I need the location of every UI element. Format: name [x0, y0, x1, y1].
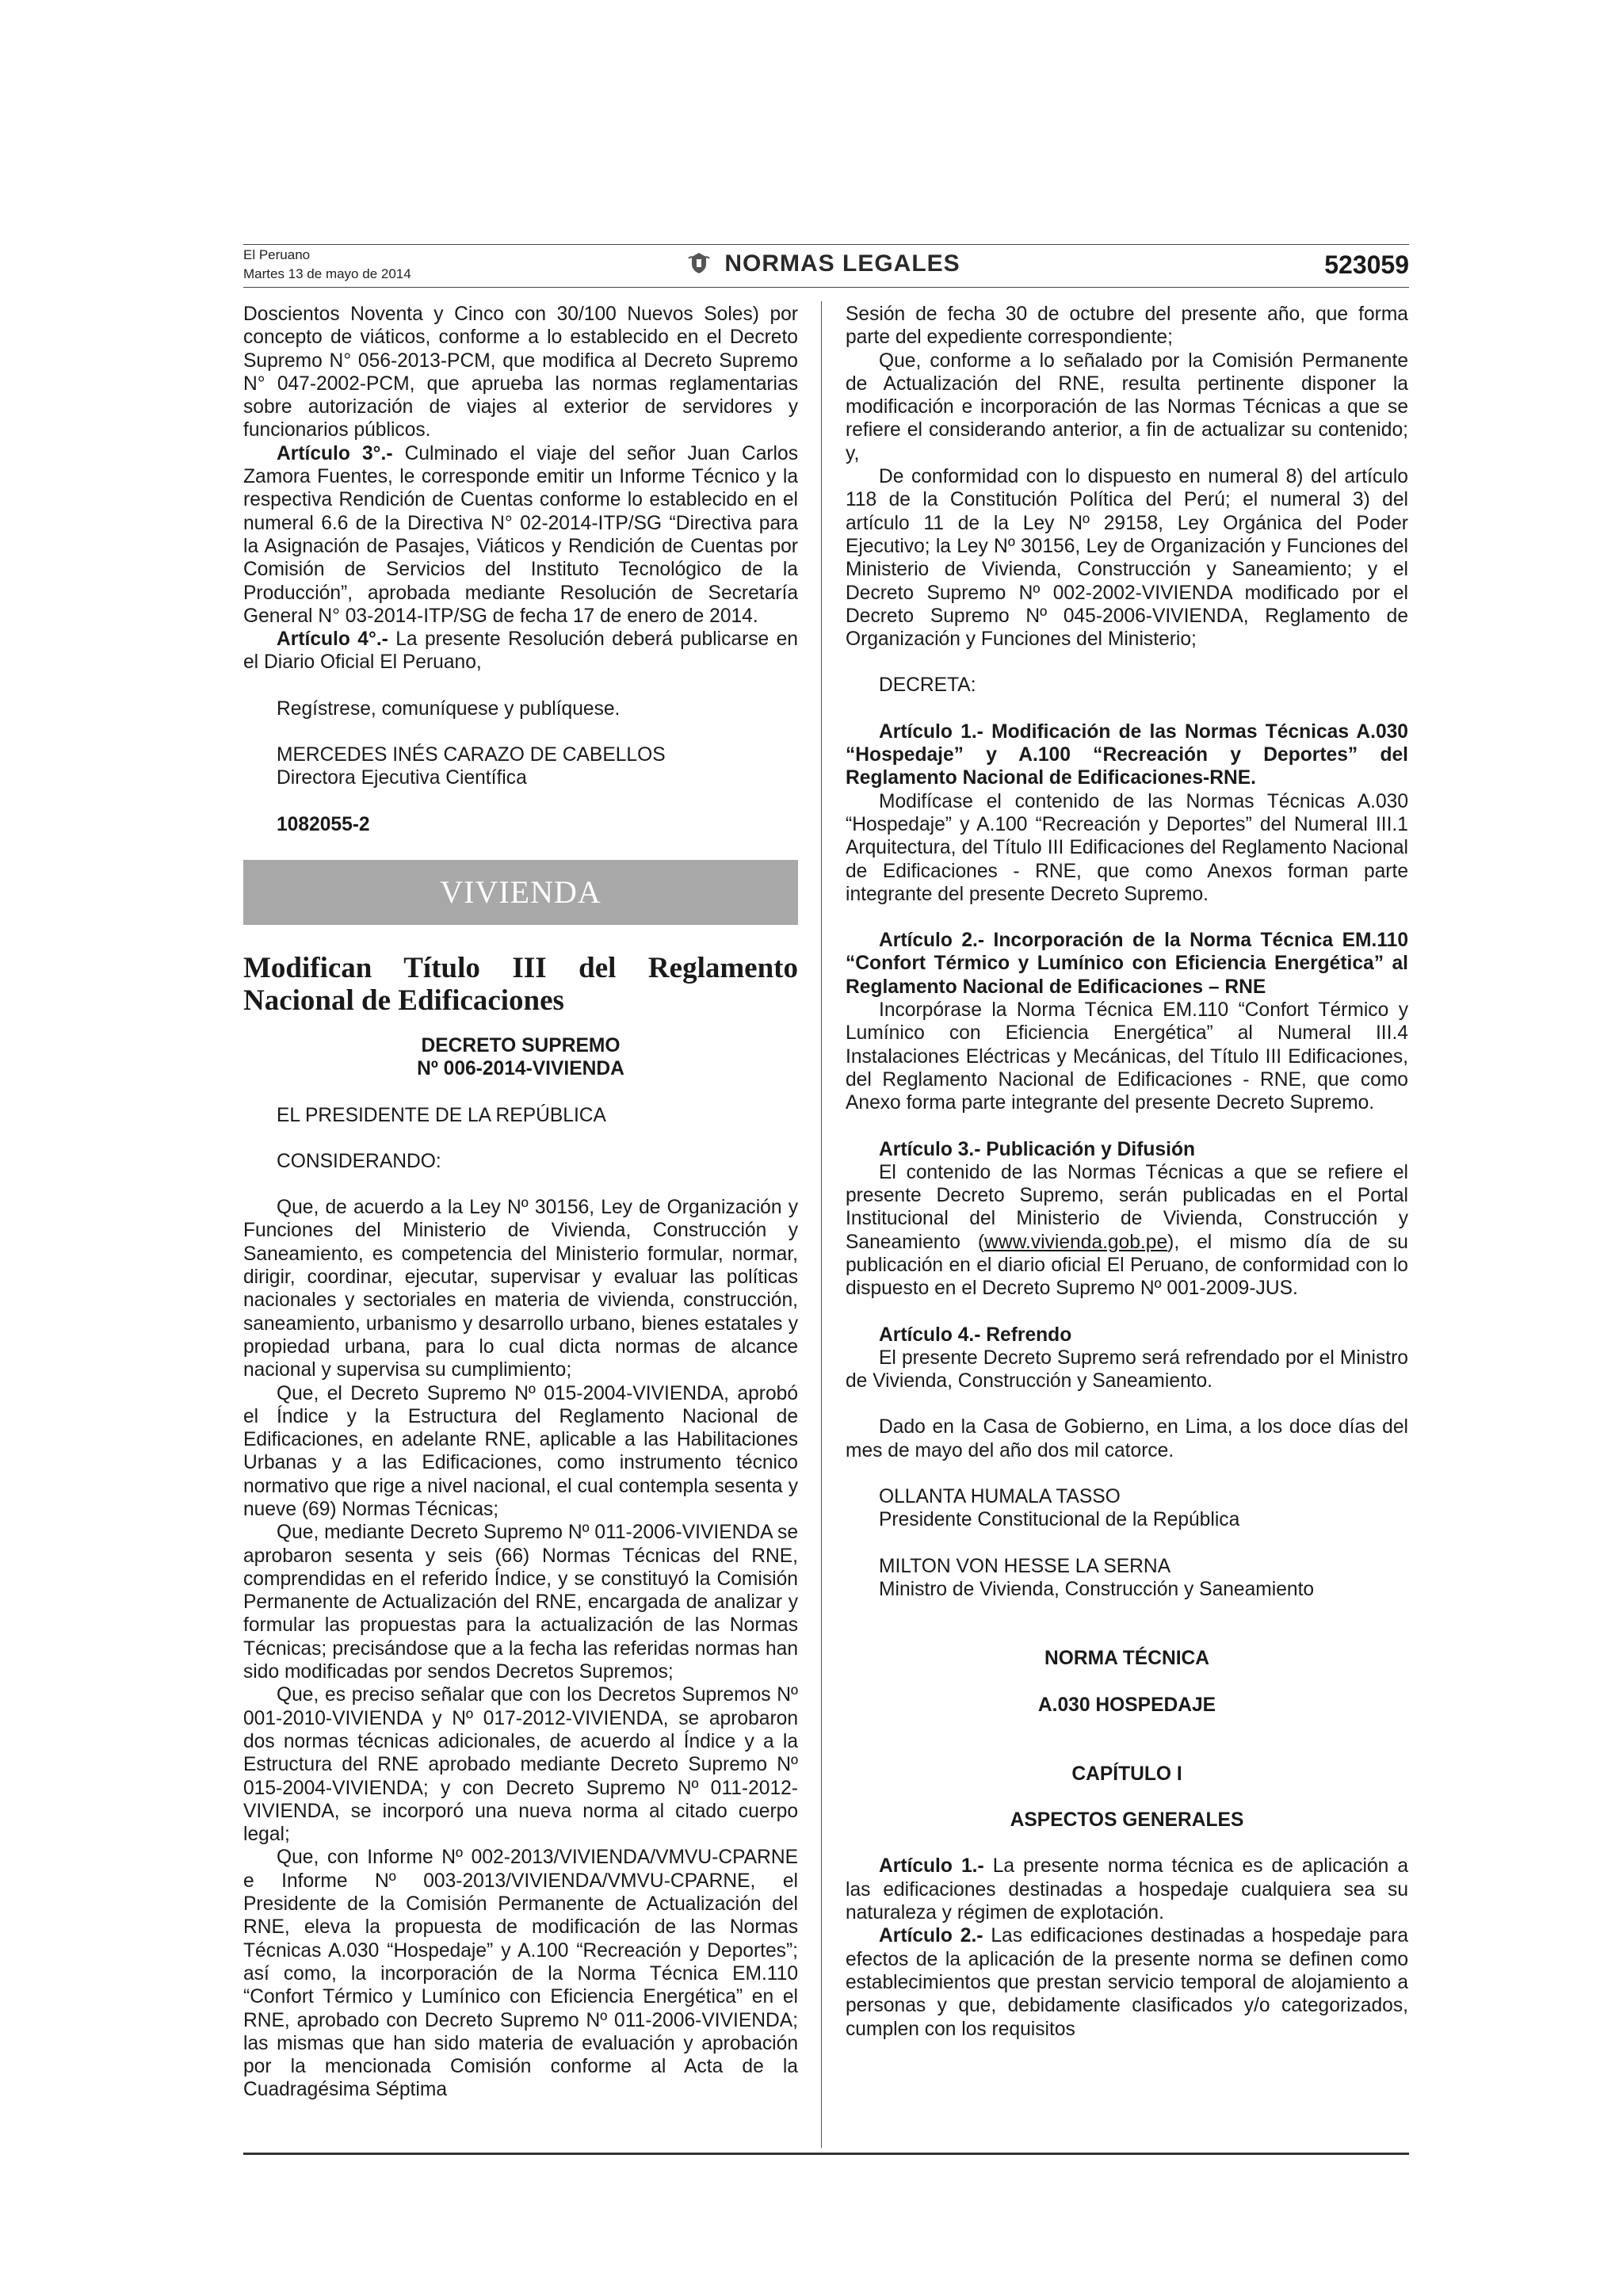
article-label: Artículo 2.- — [879, 1925, 983, 1947]
coat-of-arms-icon — [687, 250, 724, 277]
section-title: NORMAS LEGALES — [687, 250, 960, 277]
column-divider — [821, 301, 822, 2148]
article-paragraph: Artículo 2.- Las edificaciones destinadas a hospedaje para efectos de la aplicación de la presente norma se definen como establecimientos que prestan servicio temporal de alojamiento a personas y que, debidamente clasificados y/o categorizados, cumplen con los requisitos — [846, 1925, 1408, 2040]
article-paragraph: El presente Decreto Supremo será refrendado por el Ministro de Vivienda, Construcción y Saneamiento. — [846, 1347, 1408, 1392]
considerando-paragraph: Que, el Decreto Supremo Nº 015-2004-VIVIENDA, aprobó el Índice y la Estructura del Reglamento Nacional de Edificaciones, en adelante RNE, aplicable a las Habilitaciones Urbanas y a las Edificaciones, como instrumento técnico normativo que rige a nivel nacional, el cual contempla sesenta y nueve (69) Normas Técnicas; — [243, 1382, 798, 1520]
paragraph: Sesión de fecha 30 de octubre del presente año, que forma parte del expediente correspondiente; — [846, 304, 1408, 349]
signer-title: Ministro de Vivienda, Construcción y Saneamiento — [879, 1578, 1315, 1600]
section-band: VIVIENDA — [243, 860, 798, 925]
decree-number: Nº 006-2014-VIVIENDA — [417, 1058, 624, 1080]
considerando-heading: CONSIDERANDO: — [277, 1150, 441, 1172]
paragraph: De conformidad con lo dispuesto en numeral 8) del artículo 118 de la Constitución Política del Perú; el numeral 3) del artículo 11 de la Ley Nº 29158, Ley Orgánica del Poder Ejecutivo; la Ley Nº 30156, Ley de Organización y Funciones del Ministerio de Vivienda, Construcción y Saneamiento; y el Decreto Supremo Nº 002-2002-VIVIENDA modificado por el Decreto Supremo Nº 045-2006-VIVIENDA, Reglamento de Organización y Funciones del Ministerio; — [846, 466, 1408, 651]
publication-code: 1082055-2 — [277, 813, 370, 835]
page-header — [243, 244, 1409, 287]
decree-label: DECRETO SUPREMO — [421, 1034, 621, 1056]
article-heading: Artículo 2.- Incorporación de la Norma Técnica EM.110 “Confort Térmico y Lumínico con Eficiencia Energética” al Reglamento Nacional de Edificaciones – RNE — [846, 930, 1408, 998]
closing-formula: Regístrese, comuníquese y publíquese. — [277, 697, 621, 720]
vivienda-link[interactable]: www.vivienda.gob.pe — [984, 1231, 1168, 1253]
header-meta — [243, 246, 411, 284]
chapter-heading: CAPÍTULO I — [1071, 1763, 1182, 1785]
article-label: Artículo 4°.- — [277, 628, 388, 651]
president-heading: EL PRESIDENTE DE LA REPÚBLICA — [277, 1104, 606, 1126]
chapter-title: ASPECTOS GENERALES — [1010, 1809, 1244, 1832]
signer-name: OLLANTA HUMALA TASSO — [879, 1486, 1121, 1508]
article-paragraph: Artículo 3°.- Culminado el viaje del señor Juan Carlos Zamora Fuentes, le corresponde emitir un Informe Técnico y la respectiva Rendición de Cuentas conforme lo establecido en el numeral 6.6 de la Directiva N° 02-2014-ITP/SG “Directiva para la Asignación de Pasajes, Viáticos y Rendición de Cuentas por Comisión de Servicios del Instituto Tecnológico de la Producción”, aprobada mediante Resolución de Secretaría General N° 03-2014-ITP/SG de fecha 17 de enero de 2014. — [243, 442, 798, 627]
signer-title: Presidente Constitucional de la República — [879, 1509, 1240, 1531]
considerando-paragraph: Que, es preciso señalar que con los Decretos Supremos Nº 001-2010-VIVIENDA y Nº 017-2012-VIVIENDA, se aprobaron dos normas técnicas adicionales, de acuerdo al Índice y a la Estructura del RNE aprobado mediante Decreto Supremo Nº 015-2004-VIVIENDA; y con Decreto Supremo Nº 011-2012-VIVIENDA, se incorporó una nueva norma al citado cuerpo legal; — [243, 1684, 798, 1846]
article-paragraph: Artículo 1.- La presente norma técnica es de aplicación a las edificaciones destinadas a hospedaje cualquiera sea su naturaleza y régimen de explotación. — [846, 1855, 1408, 1924]
norma-heading: NORMA TÉCNICA — [1044, 1648, 1210, 1670]
paragraph: Que, conforme a lo señalado por la Comisión Permanente de Actualización del RNE, resulta pertinente disponer la modificación e incorporación de las Normas Técnicas a que se refiere el considerando anterior, a fin de actualizar su contenido; y, — [846, 350, 1408, 464]
header-top-rule — [243, 244, 1409, 245]
considerando-paragraph: Que, de acuerdo a la Ley Nº 30156, Ley de Organización y Funciones del Ministerio de Vivienda, Construcción y Saneamiento, es competencia del Ministerio formular, normar, dirigir, coordinar, ejecutar, supervisar y evaluar las políticas nacionales y sectoriales en materia de vivienda, construcción, saneamiento, urbanismo y desarrollo urbano, bienes estatales y propiedad urbana, para lo cual dicta normas de alcance nacional y supervisa su cumplimiento; — [243, 1197, 798, 1381]
publication-date: Martes 13 de mayo de 2014 — [243, 266, 411, 281]
page-number: 523059 — [1324, 250, 1409, 279]
signer-name: MERCEDES INÉS CARAZO DE CABELLOS — [277, 744, 666, 766]
signer-name: MILTON VON HESSE LA SERNA — [879, 1555, 1171, 1577]
article-label: Artículo 3°.- — [277, 442, 393, 464]
article-heading: Artículo 4.- Refrendo — [879, 1324, 1072, 1346]
article-paragraph: El contenido de las Normas Técnicas a que se refiere el presente Decreto Supremo, serán publicadas en el Portal Institucional del Ministerio de Vivienda, Construcción y Saneamiento (www.vivienda.gob.pe), el mismo día de su publicación en el diario oficial El Peruano, de conformidad con lo dispuesto en el Decreto Supremo Nº 001-2009-JUS. — [846, 1161, 1408, 1300]
considerando-paragraph: Que, mediante Decreto Supremo Nº 011-2006-VIVIENDA se aprobaron sesenta y seis (66) Normas Técnicas del RNE, comprendidas en el referido Índice, y se constituyó la Comisión Permanente de Actualización del RNE, encargada de analizar y formular las propuestas para la actualización de las Normas Técnicas; precisándose que a la fecha las referidas normas han sido modificadas por sendos Decretos Supremos; — [243, 1522, 798, 1683]
publication-name: El Peruano — [243, 247, 311, 262]
footer-rule — [243, 2153, 1409, 2155]
dado-paragraph: Dado en la Casa de Gobierno, en Lima, a los doce días del mes de mayo del año dos mil catorce. — [846, 1416, 1408, 1461]
article-paragraph: Artículo 4°.- La presente Resolución deberá publicarse en el Diario Oficial El Peruano, — [243, 628, 798, 674]
article-heading: Artículo 3.- Publicación y Difusión — [879, 1138, 1196, 1160]
norma-code: A.030 HOSPEDAJE — [1037, 1694, 1216, 1716]
article-paragraph: Incorpórase la Norma Técnica EM.110 “Confort Térmico y Lumínico con Eficiencia Energética” al Numeral III.4 Instalaciones Eléctricas y Mecánicas, del Título III Edificaciones, del Reglamento Nacional de Edificaciones - RNE, que como Anexo forma parte integrante del presente Decreto Supremo. — [846, 999, 1408, 1114]
article-label: Artículo 1.- — [879, 1855, 984, 1878]
article-title: Modifican Título III del Reglamento Nacional de Edificaciones — [243, 951, 798, 1017]
header-bottom-rule — [243, 287, 1409, 288]
considerando-paragraph: Que, con Informe Nº 002-2013/VIVIENDA/VMVU-CPARNE e Informe Nº 003-2013/VIVIENDA/VMVU-CPARNE, el Presidente de la Comisión Permanente de Actualización del RNE, eleva la propuesta de modificación de las Normas Técnicas A.030 “Hospedaje” y A.100 “Recreación y Deportes”; así como, la incorporación de la Norma Técnica EM.110 “Confort Térmico y Lumínico con Eficiencia Energética” en el RNE, aprobado con Decreto Supremo Nº 011-2006-VIVIENDA; las mismas que han sido materia de evaluación y aprobación por la mencionada Comisión conforme al Acta de la Cuadragésima Séptima — [243, 1847, 798, 2101]
right-column — [846, 303, 1408, 2041]
signer-title: Directora Ejecutiva Científica — [277, 767, 527, 789]
paragraph: Doscientos Noventa y Cinco con 30/100 Nuevos Soles) por concepto de viáticos, conforme a lo establecido en el Decreto Supremo N° 056-2013-PCM, que modifica al Decreto Supremo N° 047-2002-PCM, que aprueba las normas reglamentarias sobre autorización de viajes al exterior de servidores y funcionarios públicos. — [243, 304, 798, 441]
decreta-heading: DECRETA: — [879, 674, 976, 697]
article-paragraph: Modifícase el contenido de las Normas Técnicas A.030 “Hospedaje” y A.100 “Recreación y Deportes” del Numeral III.1 Arquitectura, del Título III Edificaciones del Reglamento Nacional de Edificaciones - RNE, que como Anexos forman parte integrante del presente Decreto Supremo. — [846, 790, 1408, 905]
left-column — [243, 303, 798, 2102]
article-heading: Artículo 1.- Modificación de las Normas Técnicas A.030 “Hospedaje” y A.100 “Recreación y Deportes” del Reglamento Nacional de Edificaciones-RNE. — [846, 720, 1408, 789]
